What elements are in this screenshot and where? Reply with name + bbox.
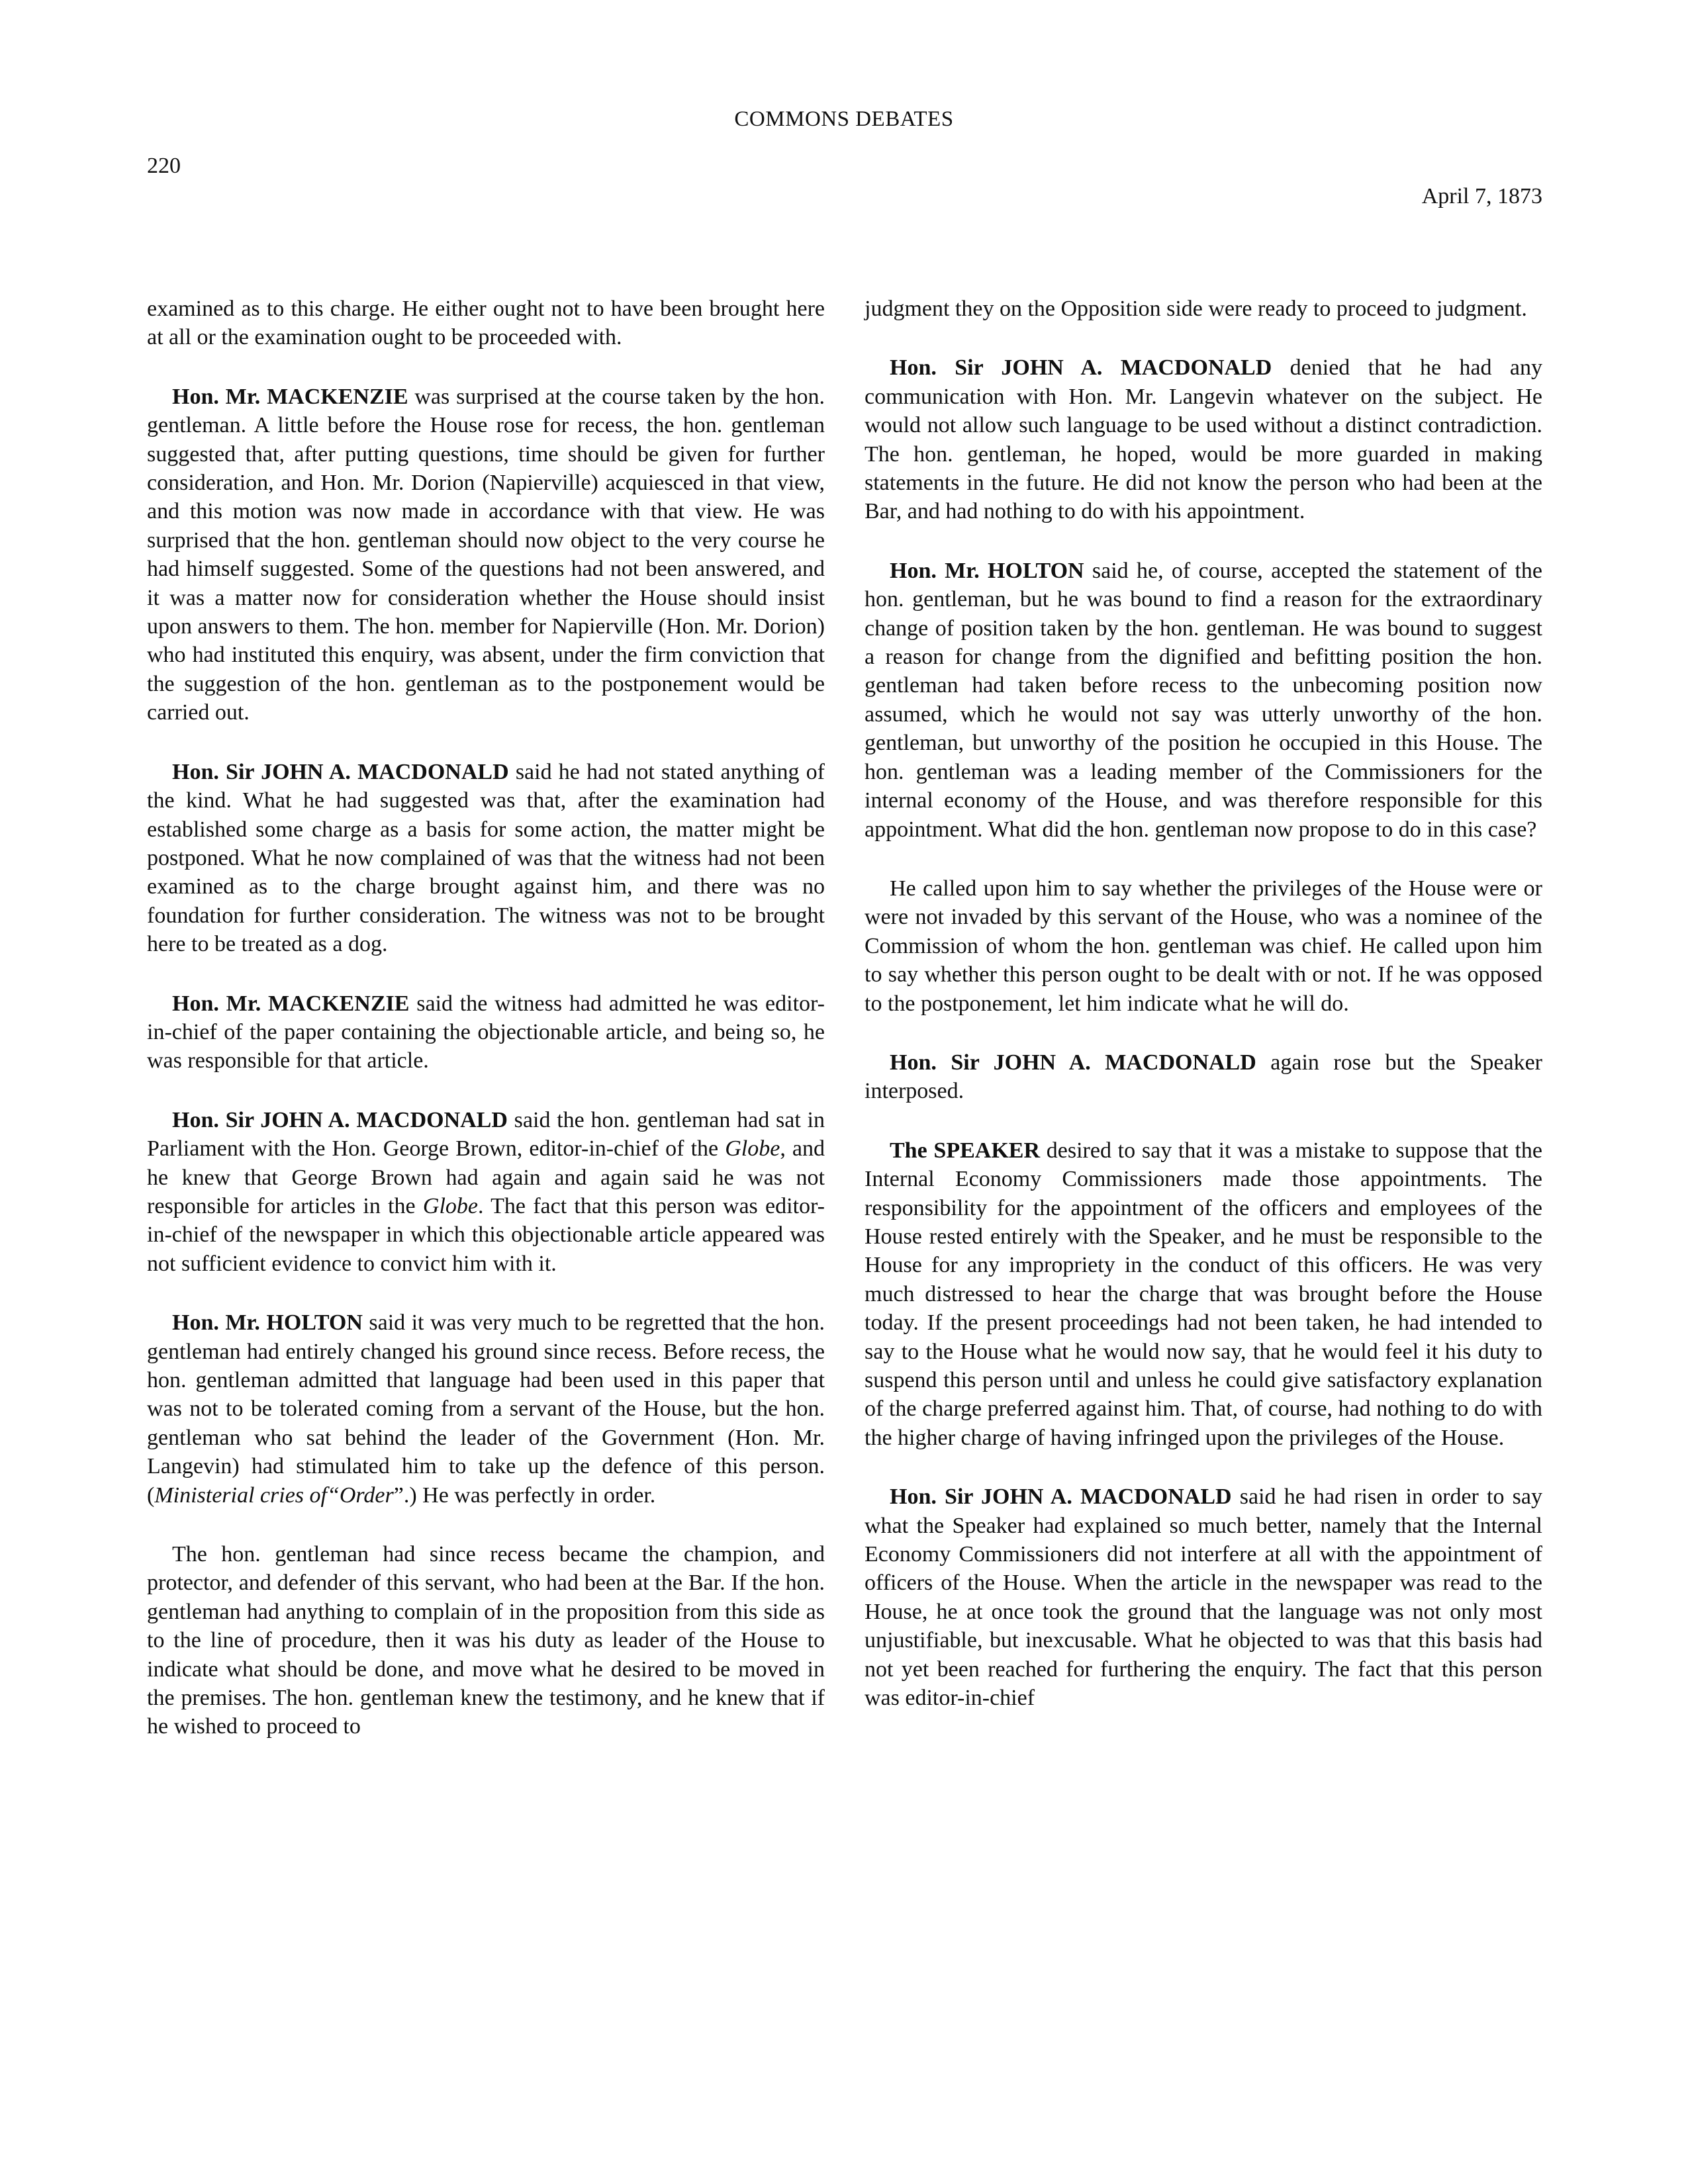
paragraph xyxy=(147,295,825,352)
speaker-name: Hon. Sir JOHN A. MACDONALD xyxy=(890,1484,1232,1510)
speech-text: said the witness had admitted he was editor-in-chief of the paper containing the objectionable article, and being so, he was responsible for that article. xyxy=(147,991,825,1073)
paragraph xyxy=(147,1540,825,1741)
text-columns xyxy=(147,295,1542,1772)
speech xyxy=(147,1106,825,1278)
interjection: Ministerial cries of“Order xyxy=(154,1482,394,1508)
speech-text: said he had not stated anything of the kind. What he had suggested was that, after the examination had established some charge as a basis for some action, the matter might be postponed. What he now complained of was that the witness had not been examined as to the charge brought against him, and there was no foundation for further consideration. The witness was not to be brought here to be treated as a dog. xyxy=(147,759,825,957)
speaker-name: Hon. Mr. MACKENZIE xyxy=(172,384,408,409)
speech xyxy=(865,1136,1542,1452)
speech-text: said the hon. gentleman had sat in Parliament with the Hon. George Brown, editor-in-chief of the xyxy=(147,1107,825,1161)
paragraph-text: examined as to this charge. He either ought not to have been brought here at all or the examination ought to be proceeded with. xyxy=(147,296,825,350)
right-column xyxy=(865,295,1542,1772)
paragraph xyxy=(865,874,1542,1018)
paragraph-text: He called upon him to say whether the privileges of the House were or were not invaded by this servant of the House, who was a nominee of the Commission of whom the hon. gentleman was chief. He called upon him to say whether this person ought to be dealt with or not. If he was opposed to the postponement, let him indicate what he will do. xyxy=(865,876,1542,1016)
speaker-name: Hon. Sir JOHN A. MACDONALD xyxy=(890,1050,1256,1075)
speech-text: . The fact that this person was editor-in-chief of the newspaper in which this objectionable article appeared was not sufficient evidence to convict him with it. xyxy=(147,1193,825,1276)
speech-text: said he had risen in order to say what the Speaker had explained so much better, namely that the Internal Economy Commissioners did not interfere at all with the appointment of officers of the House. When the article in the newspaper was read to the House, he at once took the ground that the language was not only most unjustifiable, but inexcusable. What he objected to was that this basis had not yet been reached for furthering the enquiry. The fact that this person was editor-in-chief xyxy=(865,1484,1542,1711)
speech xyxy=(147,758,825,959)
speech xyxy=(865,557,1542,844)
paragraph xyxy=(865,295,1542,323)
running-title: COMMONS DEBATES xyxy=(734,107,954,131)
speaker-name: Hon. Sir JOHN A. MACDONALD xyxy=(172,759,509,784)
speech-text: desired to say that it was a mistake to suppose that the Internal Economy Commissioners made those appointments. The responsibility for the appointment of the officers and employees of the House rested entirely with the Speaker, and he must be responsible to the House for any impropriety in the conduct of this officers. He was very much distressed to hear the charge that was brought before the House today. If the present proceedings had not been taken, he had intended to say to the House what he would now say, that he would feel it his duty to suspend this person until and unless he could give satisfactory explanation of the charge preferred against him. That, of course, had nothing to do with the higher charge of having infringed upon the privileges of the House. xyxy=(865,1138,1542,1450)
speech xyxy=(147,383,825,727)
paragraph-text: The hon. gentleman had since recess became the champion, and protector, and defender of this servant, who had been at the Bar. If the hon. gentleman had anything to complain of in the proposition from this side as to the line of procedure, then it was his duty as leader of the House to indicate what should be done, and move what he desired to be moved in the premises. The hon. gentleman knew the testimony, and he knew that if he wished to proceed to xyxy=(147,1542,825,1739)
speaker-name: Hon. Mr. HOLTON xyxy=(172,1310,363,1336)
speaker-name: Hon. Mr. MACKENZIE xyxy=(172,991,410,1016)
newspaper-title: Globe xyxy=(725,1136,780,1161)
speaker-name: Hon. Sir JOHN A. MACDONALD xyxy=(172,1107,508,1132)
speech-text: , and he knew that George Brown had again and again said he was not responsible for articles in the xyxy=(147,1136,825,1218)
speaker-name: The SPEAKER xyxy=(890,1138,1041,1163)
newspaper-title: Globe xyxy=(422,1193,478,1218)
speech xyxy=(147,1308,825,1510)
speech-text: was surprised at the course taken by the hon. gentleman. A little before the House rose for recess, the hon. gentleman suggested that, after putting questions, time should be given for further consideration, and Hon. Mr. Dorion (Napierville) acquiesced in that view, and this motion was now made in accordance with that view. He was surprised that the hon. gentleman should now object to the very course he had himself suggested. Some of the questions had not been answered, and it was a matter now for consideration whether the House should insist upon answers to them. The hon. member for Napierville (Hon. Mr. Dorion) who had instituted this enquiry, was absent, under the firm conviction that the suggestion of the hon. gentleman as to the postponement would be carried out. xyxy=(147,384,825,725)
page-number: 220 xyxy=(147,154,181,178)
speech-text: said he, of course, accepted the statement of the hon. gentleman, but he was bound to find a reason for the extraordinary change of position taken by the hon. gentleman. He was bound to suggest a reason for change from the dignified and befitting position the hon. gentleman had taken before recess to the unbecoming position now assumed, which he would not say was utterly unworthy of the hon. gentleman, but unworthy of the position he occupied in this House. The hon. gentleman was a leading member of the Commissioners for the internal economy of the House, and was therefore responsible for this appointment. What did the hon. gentleman now propose to do in this case? xyxy=(865,558,1542,842)
speech xyxy=(147,989,825,1075)
speech-text: again rose but the Speaker interposed. xyxy=(865,1050,1542,1104)
speech xyxy=(865,1048,1542,1106)
speaker-name: Hon. Mr. HOLTON xyxy=(890,558,1084,583)
left-column xyxy=(147,295,825,1772)
speech-text: denied that he had any communication with Hon. Mr. Langevin whatever on the subject. He would not allow such language to be used without a distinct contradiction. The hon. gentleman, he hoped, would be more guarded in making statements in the future. He did not know the person who had been at the Bar, and had nothing to do with his appointment. xyxy=(865,355,1542,524)
speech-text: ”.) He was perfectly in order. xyxy=(393,1482,656,1508)
speech-text: said it was very much to be regretted that the hon. gentleman had entirely changed his ground since recess. Before recess, the hon. gentleman admitted that language had been used in this paper that was not to be tolerated coming from a servant of the House, but the hon. gentleman who sat behind the leader of the Government (Hon. Mr. Langevin) had stimulated him to take up the defence of this person. ( xyxy=(147,1310,825,1508)
speech xyxy=(865,353,1542,525)
page-date: April 7, 1873 xyxy=(1421,184,1542,208)
speech xyxy=(865,1482,1542,1712)
paragraph-text: judgment they on the Opposition side were ready to proceed to judgment. xyxy=(865,296,1527,321)
speaker-name: Hon. Sir JOHN A. MACDONALD xyxy=(890,355,1272,381)
